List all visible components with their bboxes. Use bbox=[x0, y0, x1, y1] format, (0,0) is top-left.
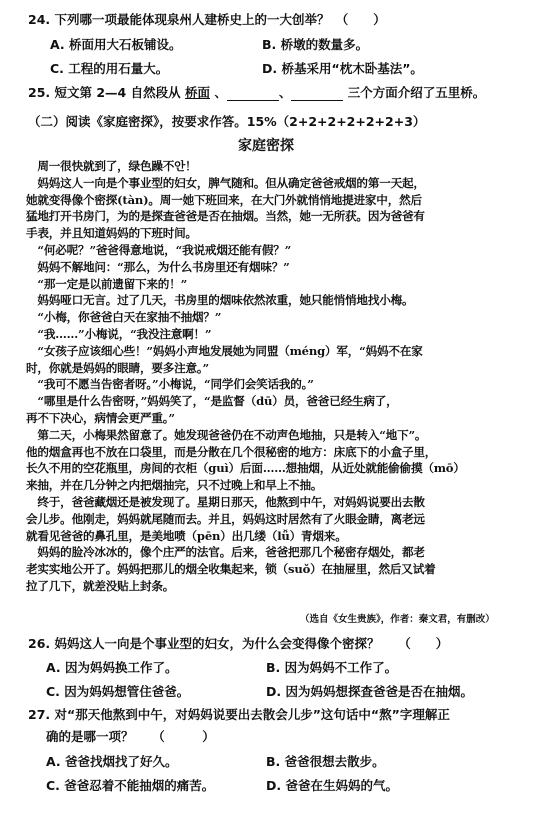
passage-line: “小梅，你爸爸白天在家抽不抽烟？” bbox=[26, 310, 222, 325]
passage-line: 来抽，并在几分钟之内把烟抽完，只不过晚上和早上不抽。 bbox=[26, 478, 323, 493]
passage-line: 终于，爸爸藏烟还是被发现了。星期日那天，他熬到中午，对妈妈说要出去散 bbox=[26, 495, 425, 509]
passage-line: 拉了几下，就差没贴上封条。 bbox=[26, 579, 175, 593]
passage-line: 第二天，小梅果然留意了。她发现爸爸仍在不动声色地抽，只是转入“地下”。 bbox=[26, 427, 427, 442]
passage-line: 手表，并且知道妈妈的下班时间。 bbox=[26, 226, 197, 241]
question-27-option-d[interactable]: D. 爸爸在生妈妈的气。 bbox=[266, 778, 398, 793]
question-27-stem-line-2: 确的是哪一项？ （ ） bbox=[46, 729, 215, 744]
passage-line: 她就变得像个密探(tàn)。周一她下班回来，在大门外就悄悄地提进家中，然后 bbox=[26, 192, 422, 207]
question-25-sep-2: 、 bbox=[278, 85, 292, 100]
passage-source: （选自《女生贵族》，作者：秦文君，有删改） bbox=[300, 614, 495, 625]
passage-line: “何必呢？”爸爸得意地说，“我说戒烟还能有假？” bbox=[26, 243, 292, 257]
passage-line: 妈妈哑口无言。过了几天，书房里的烟味依然浓重，她只能悄悄地找小梅。 bbox=[26, 293, 414, 308]
passage-line: 他的烟盒再也不放在口袋里，而是分散在几个很秘密的地方：床底下的小盒子里， bbox=[26, 444, 437, 459]
question-27-option-b[interactable]: B. 爸爸很想去散步。 bbox=[266, 754, 385, 769]
question-26-option-c[interactable]: C. 因为妈妈想管住爸爸。 bbox=[46, 684, 190, 699]
passage-line: 妈妈这人一向是个事业型的妇女，脾气随和。但从确定爸爸戒烟的第一天起， bbox=[26, 175, 425, 190]
question-27-option-c[interactable]: C. 爸爸忍着不能抽烟的痛苦。 bbox=[46, 778, 215, 793]
passage-line: 周一很快就到了，绿色躁不안！ bbox=[26, 159, 197, 173]
section-header: （二）阅读《家庭密探》，按要求作答。15%（2+2+2+2+2+2+3） bbox=[28, 114, 426, 129]
passage-line: 老实实地公开了。妈妈把那儿的烟全收集起来，锁（suǒ）在抽屉里，然后又试着 bbox=[26, 562, 436, 577]
question-25-suffix: 三个方面介绍了五里桥。 bbox=[347, 85, 486, 100]
passage-line: “哪里是什么告密呀，”妈妈笑了，“是监督（dū）员，爸爸已经生病了， bbox=[26, 394, 398, 409]
passage-line: 长久不用的空花瓶里，房间的衣柜（guì）后面……想抽烟，从近处就能偷偷摸（mō） bbox=[26, 461, 465, 476]
question-26-option-a[interactable]: A. 因为妈妈换工作了。 bbox=[46, 660, 178, 675]
passage-line: 猛地打开书房门，为的是探查爸爸是否在抽烟。当然，她一无所获。因为爸爸有 bbox=[26, 209, 425, 224]
question-24-stem: 24. 下列哪一项最能体现泉州人建桥史上的一大创举？ （ ） bbox=[28, 12, 386, 27]
passage-line: “那一定是以前遗留下来的！” bbox=[26, 276, 188, 291]
question-24-option-d[interactable]: D. 桥基采用“枕木卧基法”。 bbox=[262, 61, 423, 76]
question-26-stem: 26. 妈妈这人一向是个事业型的妇女，为什么会变得像个密探？ （ ） bbox=[28, 636, 449, 651]
passage-line: “女孩子应该细心些！”妈妈小声地发展她为同盟（méng）军，“妈妈不在家 bbox=[26, 343, 423, 358]
question-25-prefix: 25. 短文第 2—4 自然段从 bbox=[28, 85, 181, 100]
question-26-option-b[interactable]: B. 因为妈妈不工作了。 bbox=[266, 660, 398, 675]
passage-line: 就看见爸爸的鼻孔里，是美地喷（pēn）出几缕（lǚ）青烟来。 bbox=[26, 528, 347, 543]
question-27-option-a[interactable]: A. 爸爸找烟找了好久。 bbox=[46, 754, 178, 769]
passage-line: 时，你就是妈妈的眼睛，要多注意。” bbox=[26, 360, 209, 375]
passage-line: “我……”小梅说，“我没注意啊！” bbox=[26, 327, 212, 341]
question-24-option-b[interactable]: B. 桥墩的数量多。 bbox=[262, 37, 369, 52]
question-24-option-c[interactable]: C. 工程的用石量大。 bbox=[50, 61, 169, 76]
question-27-stem-line-1: 27. 对“那天他熬到中午，对妈妈说要出去散会儿步”这句话中“熬”字理解正 bbox=[28, 707, 450, 722]
passage-line: “我可不愿当告密者呀。”小梅说，“同学们会笑话我的。” bbox=[26, 377, 314, 392]
passage-line: 再不下决心，病情会更严重。” bbox=[26, 411, 175, 425]
question-26-option-d[interactable]: D. 因为妈妈想探查爸爸是否在抽烟。 bbox=[266, 684, 473, 699]
question-24-option-a[interactable]: A. 桥面用大石板铺设。 bbox=[50, 37, 182, 52]
question-25-sep-1: 、 bbox=[214, 85, 227, 100]
question-25 bbox=[28, 85, 485, 101]
question-25-blank-2[interactable] bbox=[227, 88, 279, 101]
passage-title: 家庭密探 bbox=[238, 138, 294, 154]
passage-line: 妈妈的脸冷冰冰的，像个庄严的法官。后来，爸爸把那几个秘密存烟处，都老 bbox=[26, 545, 425, 560]
question-25-blank-3[interactable] bbox=[291, 88, 343, 101]
passage-line: 会儿步。他刚走，妈妈就尾随而去。并且，妈妈这时居然有了火眼金睛，离老远 bbox=[26, 511, 425, 526]
passage-line: 妈妈不解地问：“那么，为什么书房里还有烟味？” bbox=[26, 259, 290, 274]
question-25-blank-1[interactable]: 桥面 bbox=[184, 85, 210, 100]
